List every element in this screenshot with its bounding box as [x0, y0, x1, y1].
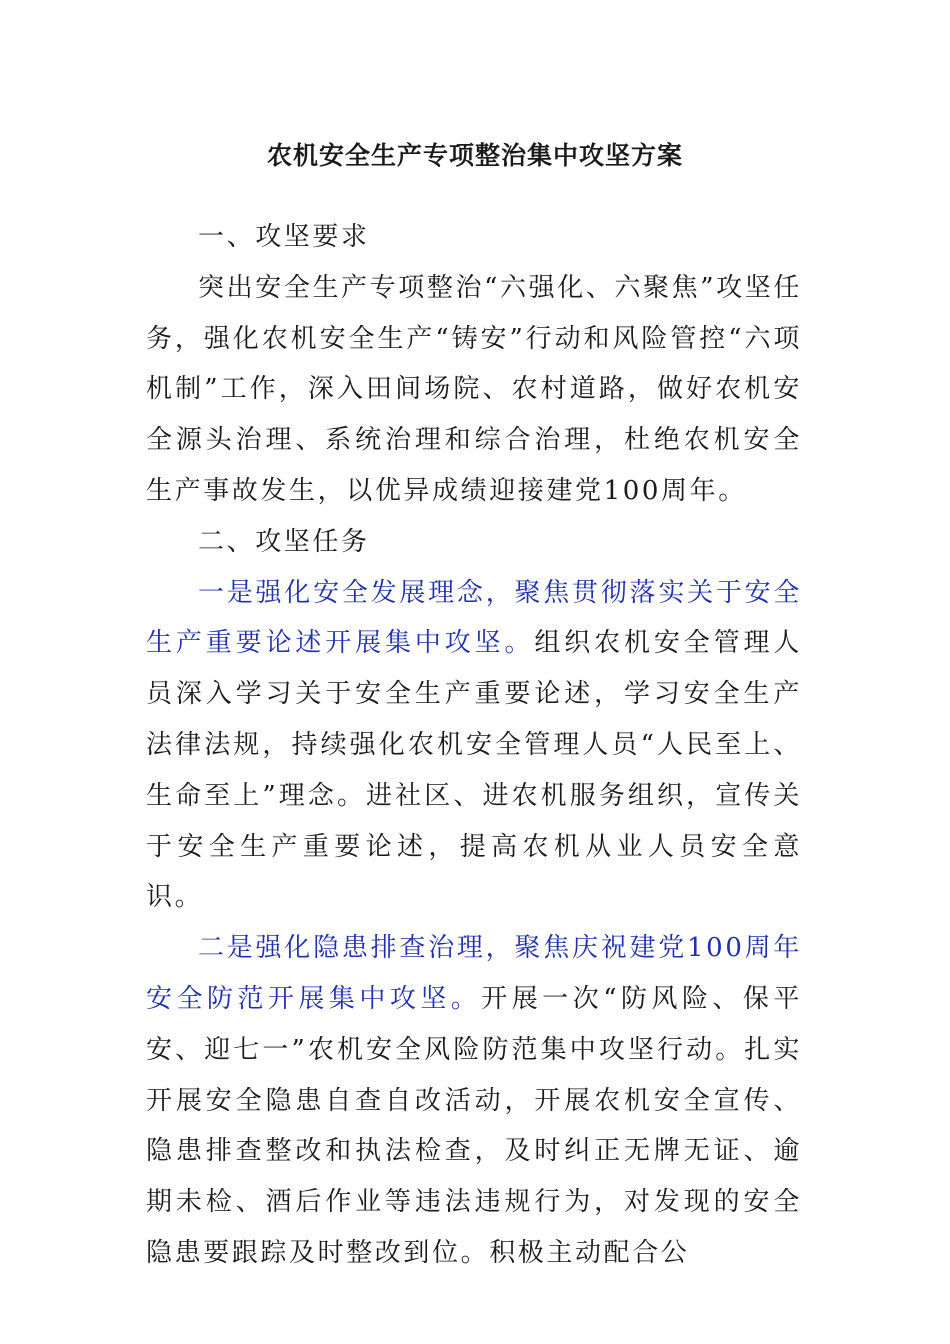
paragraph-requirements: 突出安全生产专项整治“六强化、六聚焦”攻坚任务，强化农机安全生产“铸安”行动和风险管控“六项机制”工作，深入田间场院、农村道路，做好农机安全源头治理、系统治理和综合治理，杜绝农机安全生产事故发生，以优异成绩迎接建党100周年。	[146, 272, 802, 506]
section-heading-requirements: 一、攻坚要求	[198, 222, 370, 252]
section-heading-tasks: 二、攻坚任务	[198, 526, 370, 557]
task-1-text: 组织农机安全管理人员深入学习关于安全生产重要论述，学习安全生产法律法规，持续强化农机安全管理人员“人民至上、生命至上”理念。进社区、进农机服务组织，宣传关于安全生产重要论述，提高农机从业人员安全意识。	[146, 628, 802, 913]
task-2-text: 开展一次“防风险、保平安、迎七一”农机安全风险防范集中攻坚行动。扎实开展安全隐患自查自改活动，开展农机安全宣传、隐患排查整改和执法检查，及时纠正无牌无证、逾期未检、酒后作业等违法违规行为，对发现的安全隐患要跟踪及时整改到位。积极主动配合公	[146, 983, 802, 1268]
paragraph-task-2	[146, 923, 802, 1279]
document-title: 农机安全生产专项整治集中攻坚方案	[266, 141, 683, 170]
paragraph-task-1	[146, 568, 802, 924]
task-1-lead: 一是强化安全发展理念，聚焦贯彻落实关于安全生产重要论述开展集中攻坚。	[146, 577, 802, 659]
task-2-lead: 二是强化隐患排查治理，聚焦庆祝建党100周年安全防范开展集中攻坚。	[146, 933, 802, 1014]
document-body	[146, 212, 802, 1279]
